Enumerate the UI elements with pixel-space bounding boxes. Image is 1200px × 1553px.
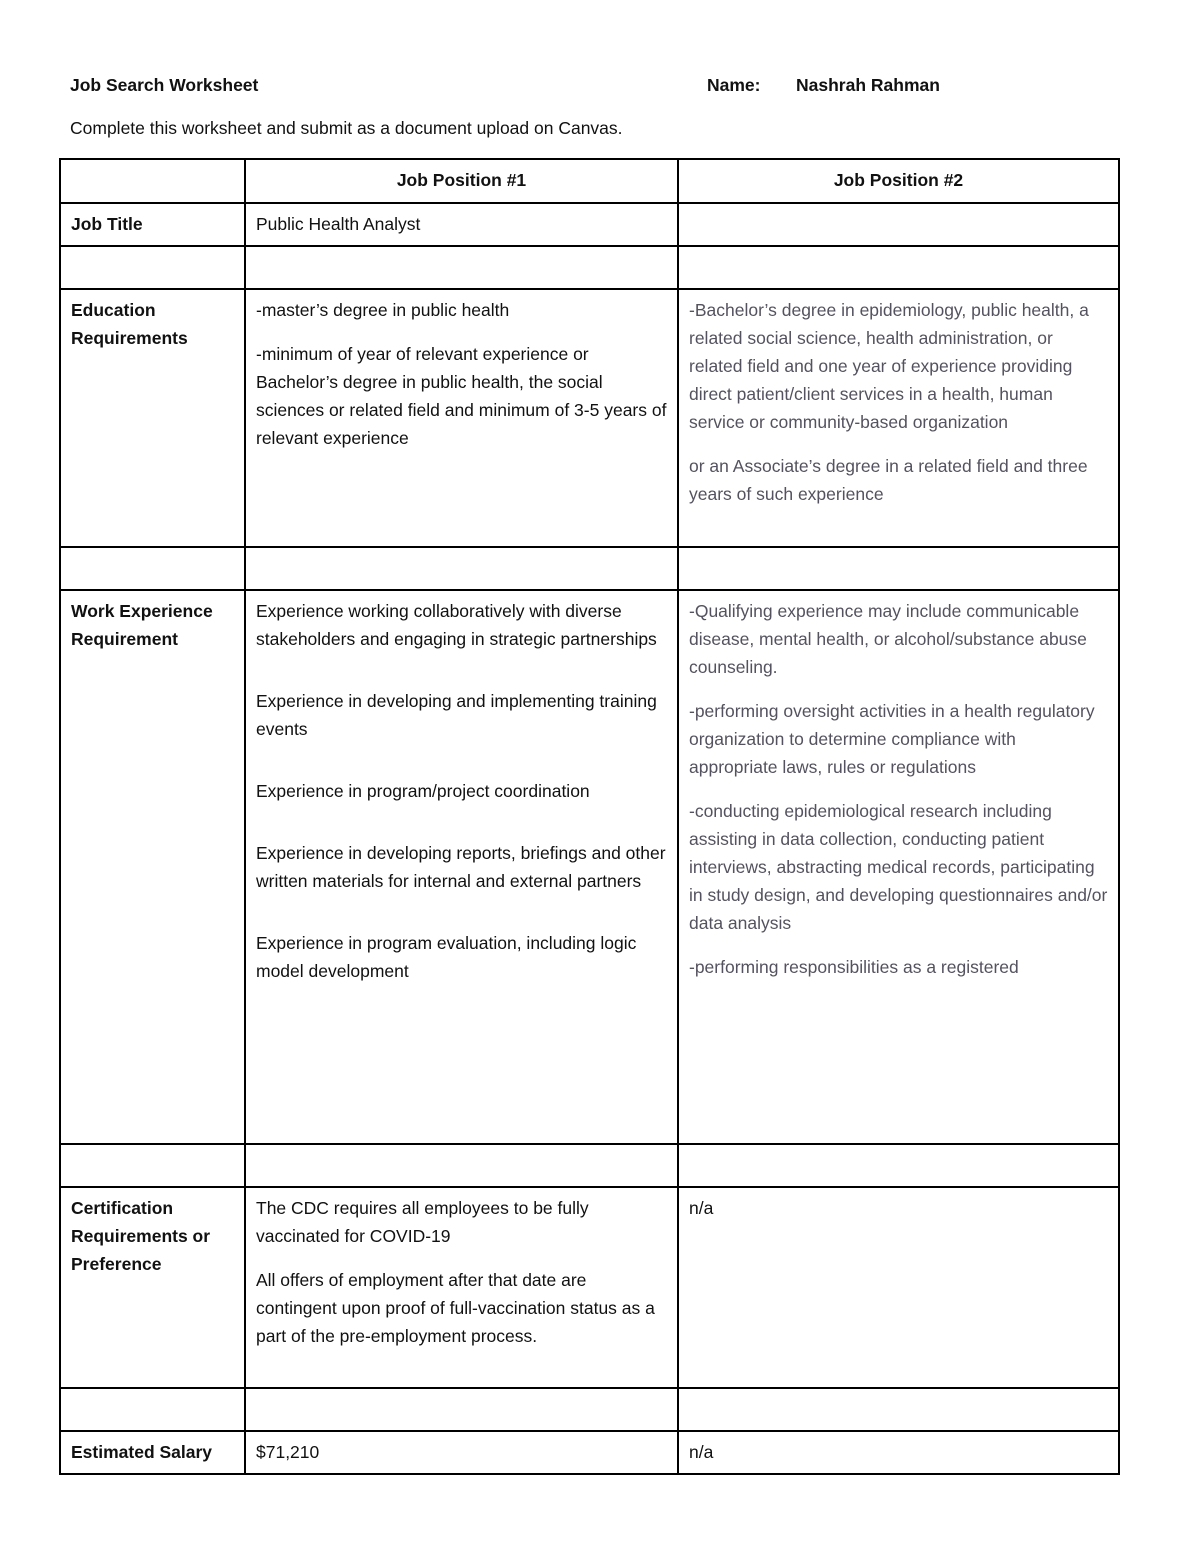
instructions-text: Complete this worksheet and submit as a document upload on Canvas. bbox=[70, 118, 623, 138]
work-experience-p2-item: -Qualifying experience may include communicable disease, mental health, or alcohol/substance abuse counseling. bbox=[689, 601, 1087, 677]
spacer-cell bbox=[60, 1144, 245, 1187]
education-p1-item: -minimum of year of relevant experience or Bachelor’s degree in public health, the social sciences or related field and minimum of 3-5 years of relevant experience bbox=[256, 344, 667, 448]
spacer-cell bbox=[678, 1388, 1119, 1431]
certification-p1-item: The CDC requires all employees to be fully vaccinated for COVID-19 bbox=[256, 1198, 589, 1246]
table-row-education bbox=[60, 289, 1119, 547]
spacer-cell bbox=[245, 1144, 678, 1187]
spacer-cell bbox=[678, 547, 1119, 590]
table-row-certification bbox=[60, 1187, 1119, 1388]
work-experience-p2-item: -performing oversight activities in a health regulatory organization to determine compliance with appropriate laws, rules or regulations bbox=[689, 701, 1095, 777]
row-label-salary: Estimated Salary bbox=[60, 1431, 245, 1474]
education-p1-item: -master’s degree in public health bbox=[256, 300, 510, 320]
work-experience-position-1 bbox=[245, 590, 678, 1144]
table-header-row bbox=[60, 159, 1119, 203]
name-label: Name: bbox=[707, 75, 761, 95]
column-header-position-1: Job Position #1 bbox=[245, 159, 678, 203]
spacer-cell bbox=[60, 547, 245, 590]
spacer-row bbox=[60, 547, 1119, 590]
job-title-position-2 bbox=[678, 203, 1119, 246]
row-label-job-title: Job Title bbox=[60, 203, 245, 246]
spacer-cell bbox=[245, 547, 678, 590]
worksheet-title: Job Search Worksheet bbox=[70, 75, 259, 95]
table-row-salary bbox=[60, 1431, 1119, 1474]
education-position-1 bbox=[245, 289, 678, 547]
spacer-row bbox=[60, 1144, 1119, 1187]
spacer-row bbox=[60, 1388, 1119, 1431]
work-experience-p1-item: Experience in developing and implementing training events bbox=[256, 691, 657, 739]
education-p2-item: or an Associate’s degree in a related field and three years of such experience bbox=[689, 456, 1088, 504]
row-label-certification: Certification Requirements or Preference bbox=[60, 1187, 245, 1388]
row-label-work-experience: Work Experience Requirement bbox=[60, 590, 245, 1144]
work-experience-p2-item: -performing responsibilities as a registered bbox=[689, 957, 1019, 977]
job-search-table bbox=[59, 158, 1120, 1475]
spacer-cell bbox=[60, 1388, 245, 1431]
work-experience-p1-item: Experience in developing reports, briefings and other written materials for internal and external partners bbox=[256, 843, 666, 891]
work-experience-p1-item: Experience working collaboratively with diverse stakeholders and engaging in strategic partnerships bbox=[256, 601, 657, 649]
education-position-2 bbox=[678, 289, 1119, 547]
spacer-cell bbox=[245, 1388, 678, 1431]
table-row-job-title bbox=[60, 203, 1119, 246]
spacer-cell bbox=[678, 246, 1119, 289]
work-experience-position-2 bbox=[678, 590, 1119, 1144]
row-label-education: Education Requirements bbox=[60, 289, 245, 547]
table-row-work-experience bbox=[60, 590, 1119, 1144]
job-title-position-1: Public Health Analyst bbox=[245, 203, 678, 246]
work-experience-p1-item: Experience in program evaluation, including logic model development bbox=[256, 933, 637, 981]
salary-position-2: n/a bbox=[678, 1431, 1119, 1474]
spacer-cell bbox=[678, 1144, 1119, 1187]
certification-position-1 bbox=[245, 1187, 678, 1388]
work-experience-p1-item: Experience in program/project coordination bbox=[256, 781, 590, 801]
name-value: Nashrah Rahman bbox=[796, 75, 940, 95]
certification-position-2: n/a bbox=[678, 1187, 1119, 1388]
certification-p1-item: All offers of employment after that date are contingent upon proof of full-vaccination status as a part of the pre-employment process. bbox=[256, 1270, 655, 1346]
spacer-cell bbox=[60, 246, 245, 289]
column-header-position-2: Job Position #2 bbox=[678, 159, 1119, 203]
spacer-row bbox=[60, 246, 1119, 289]
header-empty-cell bbox=[60, 159, 245, 203]
work-experience-p2-item: -conducting epidemiological research including assisting in data collection, conducting patient interviews, abstracting medical records, participating in study design, and developing questionnaires and/or data analysis bbox=[689, 801, 1108, 933]
spacer-cell bbox=[245, 246, 678, 289]
education-p2-item: -Bachelor’s degree in epidemiology, public health, a related social science, health administration, or related field and one year of experience providing direct patient/client services in a health, human service or community-based organization bbox=[689, 300, 1089, 432]
salary-position-1: $71,210 bbox=[245, 1431, 678, 1474]
